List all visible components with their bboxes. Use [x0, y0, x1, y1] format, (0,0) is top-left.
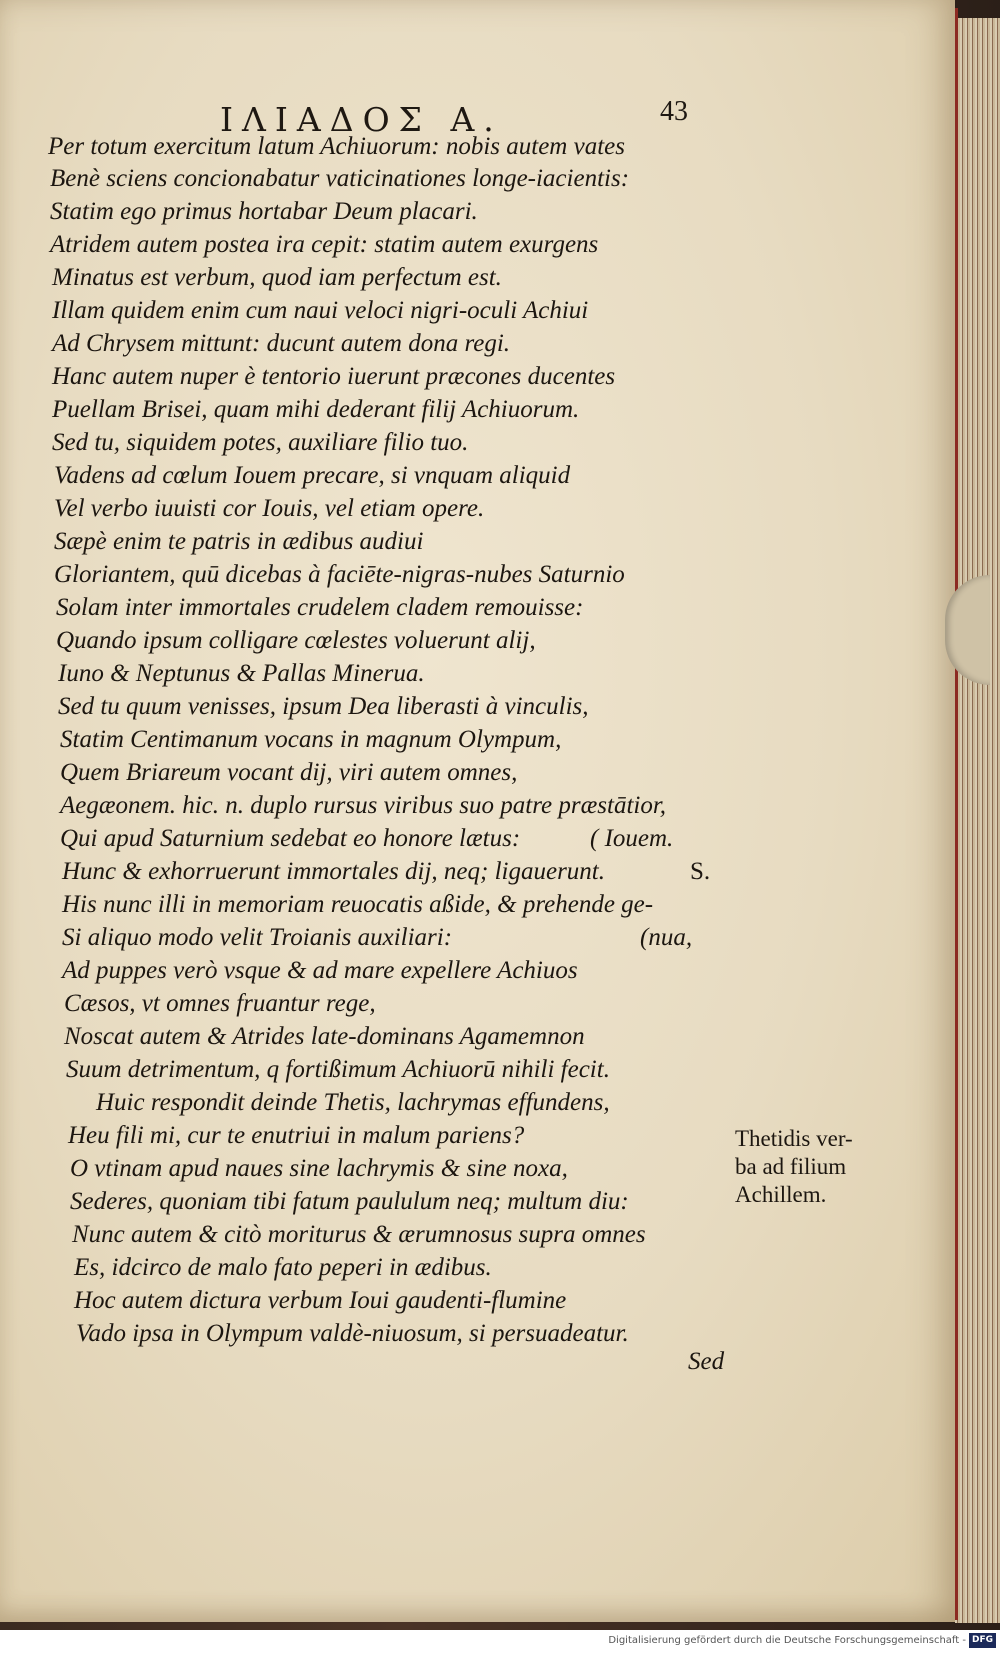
marginal-note: [735, 1125, 895, 1209]
text-line: Heu fili mi, cur te enutriui in malum pariens?: [68, 1122, 525, 1149]
text-line: Huic respondit deinde Thetis, lachrymas effundens,: [96, 1089, 610, 1116]
text-line: Per totum exercitum latum Achiuorum: nobis autem vates: [48, 133, 625, 160]
digitization-credit: Digitalisierung gefördert durch die Deutsche Forschungsgemeinschaft -: [608, 1635, 966, 1646]
text-line: Benè sciens concionabatur vaticinationes longe-iacientis:: [50, 165, 630, 192]
text-line: Minatus est verbum, quod iam perfectum est.: [52, 264, 502, 291]
text-line: Aegæonem. hic. n. duplo rursus viribus suo patre præstātior,: [60, 792, 667, 819]
text-line: Vel verbo iuuisti cor Iouis, vel etiam opere.: [54, 495, 485, 522]
text-line: Hunc & exhorruerunt immortales dij, neq; ligauerunt.: [62, 858, 605, 885]
text-line: Hanc autem nuper è tentorio iuerunt præcones ducentes: [52, 363, 616, 390]
text-line: Illam quidem enim cum naui veloci nigri-oculi Achiui: [52, 297, 589, 324]
text-line: Hoc autem dictura verbum Ioui gaudenti-flumine: [74, 1287, 567, 1314]
page-stack-edge: [955, 18, 1000, 1623]
margin-note-line: Achillem.: [735, 1182, 827, 1207]
running-title: ΙΛΙΑΔΟΣ Α.: [220, 100, 503, 139]
text-line: Noscat autem & Atrides late-dominans Agamemnon: [64, 1023, 585, 1050]
text-line: Statim ego primus hortabar Deum placari.: [50, 198, 478, 225]
text-line: Atridem autem postea ira cepit: statim autem exurgens: [50, 231, 599, 258]
text-line: Vadens ad cœlum Iouem precare, si vnquam aliquid: [54, 462, 571, 489]
text-line: Statim Centimanum vocans in magnum Olympum,: [60, 726, 562, 753]
text-line: Es, idcirco de malo fato peperi in ædibus.: [74, 1254, 492, 1281]
text-line: Quem Briareum vocant dij, viri autem omnes,: [60, 759, 518, 786]
text-line: Ad Chrysem mittunt: ducunt autem dona regi.: [52, 330, 511, 357]
text-line: Si aliquo modo velit Troianis auxiliari:: [62, 924, 453, 951]
text-line: Puellam Brisei, quam mihi dederant filij Achiuorum.: [52, 396, 580, 423]
text-line: Sæpè enim te patris in ædibus audiui: [54, 528, 424, 555]
text-line: Suum detrimentum, q fortißimum Achiuorū nihili fecit.: [66, 1056, 610, 1083]
text-line: Solam inter immortales crudelem cladem remouisse:: [56, 594, 584, 621]
margin-note-line: Thetidis ver-: [735, 1126, 853, 1151]
overflow-text: (nua,: [640, 924, 693, 951]
text-line: O vtinam apud naues sine lachrymis & sine noxa,: [70, 1155, 568, 1182]
text-line: Cæsos, vt omnes fruantur rege,: [64, 990, 376, 1017]
text-line: His nunc illi in memoriam reuocatis aßide, & prehende ge-: [62, 891, 654, 918]
text-line: Qui apud Saturnium sedebat eo honore lætus:: [60, 825, 521, 852]
dfg-logo: DFG: [969, 1633, 996, 1648]
text-line: Sed tu quum venisses, ipsum Dea liberasti à vinculis,: [58, 693, 589, 720]
text-line: Iuno & Neptunus & Pallas Minerua.: [58, 660, 425, 687]
overflow-text: ( Iouem.: [590, 825, 674, 852]
text-line: Ad puppes verò vsque & ad mare expellere Achiuos: [62, 957, 578, 984]
text-line: Vado ipsa in Olympum valdè-niuosum, si persuadeatur.: [76, 1320, 629, 1347]
catchword: Sed: [688, 1348, 725, 1375]
text-line: Sed tu, siquidem potes, auxiliare filio tuo.: [52, 429, 469, 456]
overflow-text: S.: [690, 858, 711, 885]
text-line: Gloriantem, quū dicebas à faciēte-nigras-nubes Saturnio: [54, 561, 625, 588]
text-line: Sederes, quoniam tibi fatum paululum neq; multum diu:: [70, 1188, 629, 1215]
page-number: 43: [660, 96, 688, 127]
text-line: Quando ipsum colligare cœlestes voluerunt alij,: [56, 627, 536, 654]
text-line: Nunc autem & citò moriturus & ærumnosus supra omnes: [72, 1221, 646, 1248]
margin-note-line: ba ad filium: [735, 1154, 847, 1179]
